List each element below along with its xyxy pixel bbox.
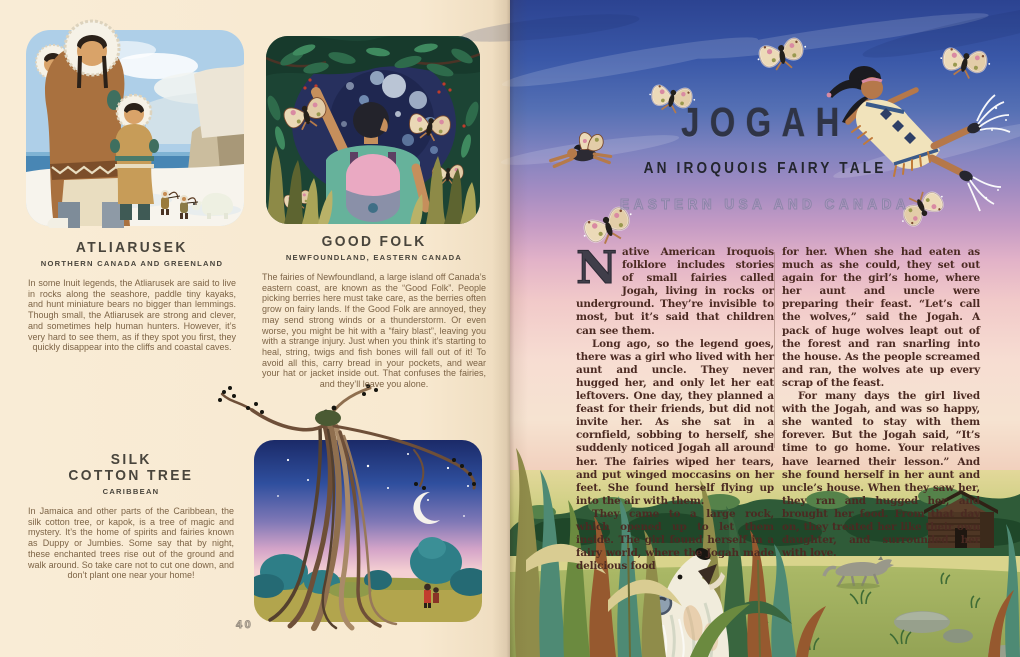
story-column-2 <box>782 246 980 560</box>
section-atliarusek <box>28 240 236 353</box>
section-body: The fairies of Newfoundland, a large island off Canada’s eastern coast, are known as the “Good Folk”. People picking berries here must take care, as the berries often grow on fairy lands. If the Good Folk are annoyed, they may send strong winds or a thunderstorm. Or even worse, you might be hit with a “fairy blast”, leaving you with a strange injury. Just when you think it’s starting to heal, string, twigs and fish bones will fall out of it! To avoid all this, carry bread in your pockets, and wear your hat or jacket inside out. That confuses the fairies, and they’ll leave you alone. <box>262 272 486 390</box>
silk-cotton-tree-illustration <box>218 376 492 630</box>
section-title: SILK COTTON TREE <box>68 451 194 484</box>
section-subtitle: NEWFOUNDLAND, EASTERN CANADA <box>285 253 463 262</box>
inuit-illustration <box>6 4 252 236</box>
section-body: In some Inuit legends, the Atliarusek are said to live in rocks along the seashore, paddle tiny kayaks, and hunt miniature bears no bigger than lemmings. Though small, the Atliarusek are strong and clever, and sometimes help human hunters. However, it’s very hard to see them, as if they spot you first, they quickly disappear into the cliffs and coastal caves. <box>28 278 236 353</box>
story-region: EASTERN USA AND CANADA <box>619 196 910 213</box>
story-subtitle: AN IROQUOIS FAIRY TALE <box>643 160 887 177</box>
section-subtitle: CARIBBEAN <box>102 487 160 496</box>
good-folk-illustration <box>258 28 488 230</box>
section-body: In Jamaica and other parts of the Caribbean, the silk cotton tree, or kapok, is a tree of magic and mystery. It’s the home of spirits and fairies known as Duppy or Jumbies. Some say that by night, these enchanted trees rise out of the ground and walk around. So take care not to cut one down, and don’t plant one near your home! <box>28 506 234 581</box>
paragraph: Native American Iroquois folklore includes stories of small fairies called Jogah, living in rocks or underground. They’re invisible to most, but it’s said that children can see them. <box>576 241 774 337</box>
section-silk-cotton-tree <box>28 452 234 581</box>
page-right <box>510 0 1020 657</box>
drop-cap: N <box>576 241 617 294</box>
page-number: 40 <box>236 619 254 631</box>
section-title: GOOD FOLK <box>321 233 427 250</box>
paragraph: for her. When she had eaten as much as she could, they set out again for the girl’s home, where her aunt and uncle were preparing their feast. “Let’s call the wolves,” said the Jogah. A pack of huge wolves leapt out of the forest and ran snarling into the house. As the people screamed and ran, the wolves ate up every scrap of the feast. <box>782 246 980 389</box>
section-good-folk <box>262 234 486 390</box>
column-divider <box>774 252 775 448</box>
story-column-1 <box>576 241 774 573</box>
section-subtitle: NORTHERN CANADA AND GREENLAND <box>40 259 224 268</box>
section-title: ATLIARUSEK <box>76 239 188 256</box>
paragraph: Long ago, so the legend goes, there was a girl who lived with her aunt and uncle. They never hugged her, and only let her eat leftovers. One day, they planned a feast for their friends, but did not invite her. As she sat in a cornfield, sobbing to herself, she suddenly noticed Jogah all around her. The fairies wiped her tears, and put winged moccasins on her feet. She found herself flying up into the air with them. <box>576 337 774 507</box>
paragraph: For many days the girl lived with the Jogah, and was so happy, she wanted to stay with them forever. But the Jogah said, “It’s time to go home. Your relatives have learned their lesson.” And she found herself in her aunt and uncle’s house. When they saw her, they ran and hugged her, and brought her food. From that day on, they treated her like their own daughter, and surrounded her with love. <box>782 390 980 560</box>
paragraph: They came to a large rock, which opened up to let them inside. The girl found herself in a fairy world, where the Jogah made delicious food <box>576 507 774 573</box>
story-title: JOGAH <box>680 99 850 145</box>
